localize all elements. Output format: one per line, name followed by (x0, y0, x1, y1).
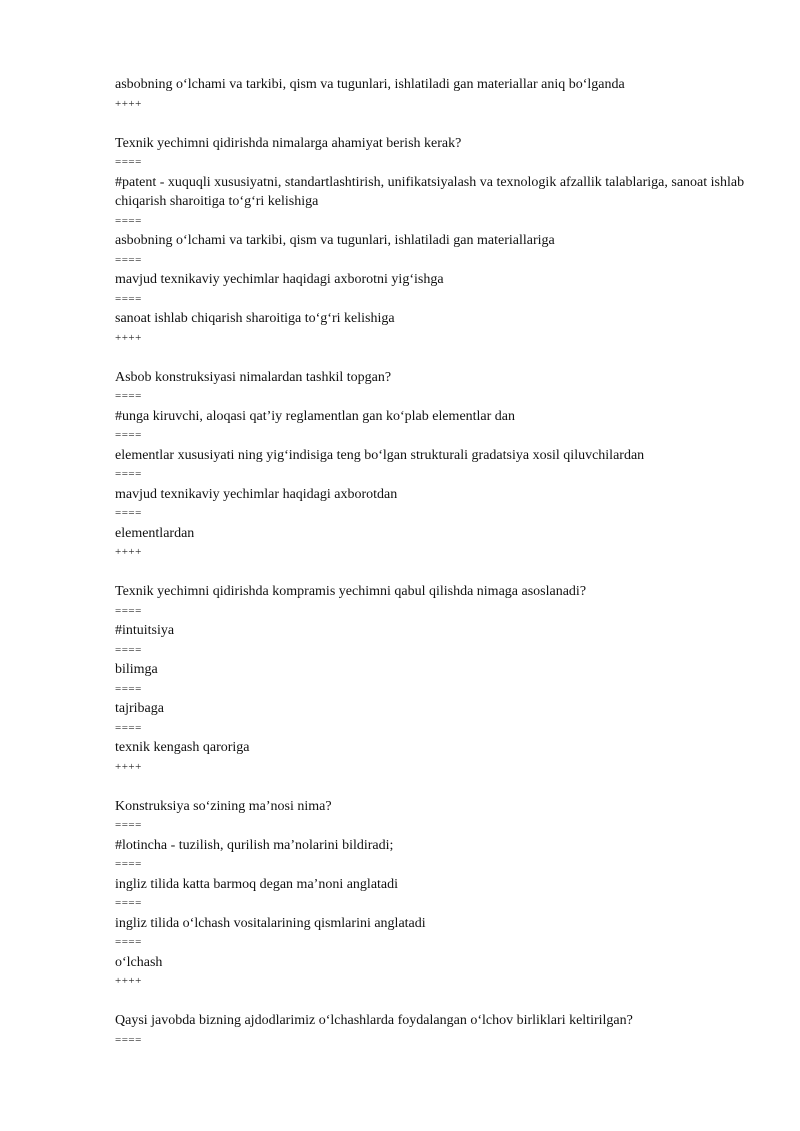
option-separator: ==== (115, 390, 142, 402)
answer-option: sanoat ishlab chiqarish sharoitiga to‘g‘ri kelishiga (115, 311, 395, 326)
answer-option: o‘lchash (115, 954, 163, 970)
option-separator: ==== (115, 819, 142, 831)
answer-option: asbobning o‘lchami va tarkibi, qism va tugunlari, ishlatiladi gan materiallariga (115, 233, 555, 248)
document-page (115, 75, 755, 1050)
option-separator: ==== (115, 643, 142, 656)
option-separator: ==== (115, 214, 142, 227)
option-separator: ==== (115, 1033, 142, 1046)
block-end-marker: ++++ (115, 97, 142, 110)
question-text: Konstruksiya so‘zining ma’nosi nima? (115, 798, 332, 814)
option-separator: ==== (115, 682, 142, 695)
question-text: Asbob konstruksiyasi nimalardan tashkil topgan? (115, 369, 392, 385)
option-separator: ==== (115, 429, 142, 441)
spacer (115, 348, 755, 368)
spacer (115, 114, 755, 134)
option-separator: ==== (115, 858, 142, 870)
option-separator: ==== (115, 507, 142, 519)
answer-option: asbobning o‘lchami va tarkibi, qism va tugunlari, ishlatiladi gan materiallar aniq bo‘lganda (115, 77, 625, 92)
option-separator: ==== (115, 468, 142, 480)
answer-option: elementlar xususiyati ning yig‘indisiga teng bo‘lgan strukturali gradatsiya xosil qiluvchilardan (115, 447, 645, 463)
answer-option: elementlardan (115, 525, 195, 541)
answer-option: texnik kengash qaroriga (115, 740, 250, 755)
answer-option: ingliz tilida katta barmoq degan ma’noni anglatadi (115, 876, 399, 892)
question-text: Texnik yechimni qidirishda kompramis yechimni qabul qilishda nimaga asoslanadi? (115, 584, 587, 599)
block-end-marker: ++++ (115, 760, 142, 773)
spacer (115, 563, 755, 583)
option-separator: ==== (115, 897, 142, 909)
spacer (115, 777, 755, 797)
answer-option: bilimga (115, 662, 158, 677)
option-separator: ==== (115, 292, 142, 305)
option-separator: ==== (115, 156, 142, 168)
correct-answer-option: #lotincha - tuzilish, qurilish ma’nolarini bildiradi; (115, 837, 394, 853)
question-text: Texnik yechimni qidirishda nimalarga ahamiyat berish kerak? (115, 135, 462, 151)
question-text: Qaysi javobda bizning ajdodlarimiz o‘lchashlarda foydalangan o‘lchov birliklari keltirilgan? (115, 1013, 633, 1028)
option-separator: ==== (115, 253, 142, 266)
option-separator: ==== (115, 604, 142, 617)
correct-answer-option: #patent - xuquqli xususiyatni, standartlashtirish, unifikatsiyalash va texnologik afzallik talablariga, sanoat ishlab chiqarish sharoitiga to‘g‘ri kelishiga (115, 174, 745, 209)
block-end-marker: ++++ (115, 546, 142, 558)
answer-option: tajribaga (115, 701, 164, 716)
spacer (115, 992, 755, 1012)
correct-answer-option: #unga kiruvchi, aloqasi qat’iy reglamentlan gan ko‘plab elementlar dan (115, 408, 516, 424)
correct-answer-option: #intuitsiya (115, 623, 175, 638)
answer-option: mavjud texnikaviy yechimlar haqidagi axborotni yig‘ishga (115, 272, 444, 287)
answer-option: mavjud texnikaviy yechimlar haqidagi axborotdan (115, 486, 398, 502)
option-separator: ==== (115, 721, 142, 734)
answer-option: ingliz tilida o‘lchash vositalarining qismlarini anglatadi (115, 915, 426, 931)
block-end-marker: ++++ (115, 975, 142, 987)
option-separator: ==== (115, 936, 142, 948)
block-end-marker: ++++ (115, 331, 142, 344)
